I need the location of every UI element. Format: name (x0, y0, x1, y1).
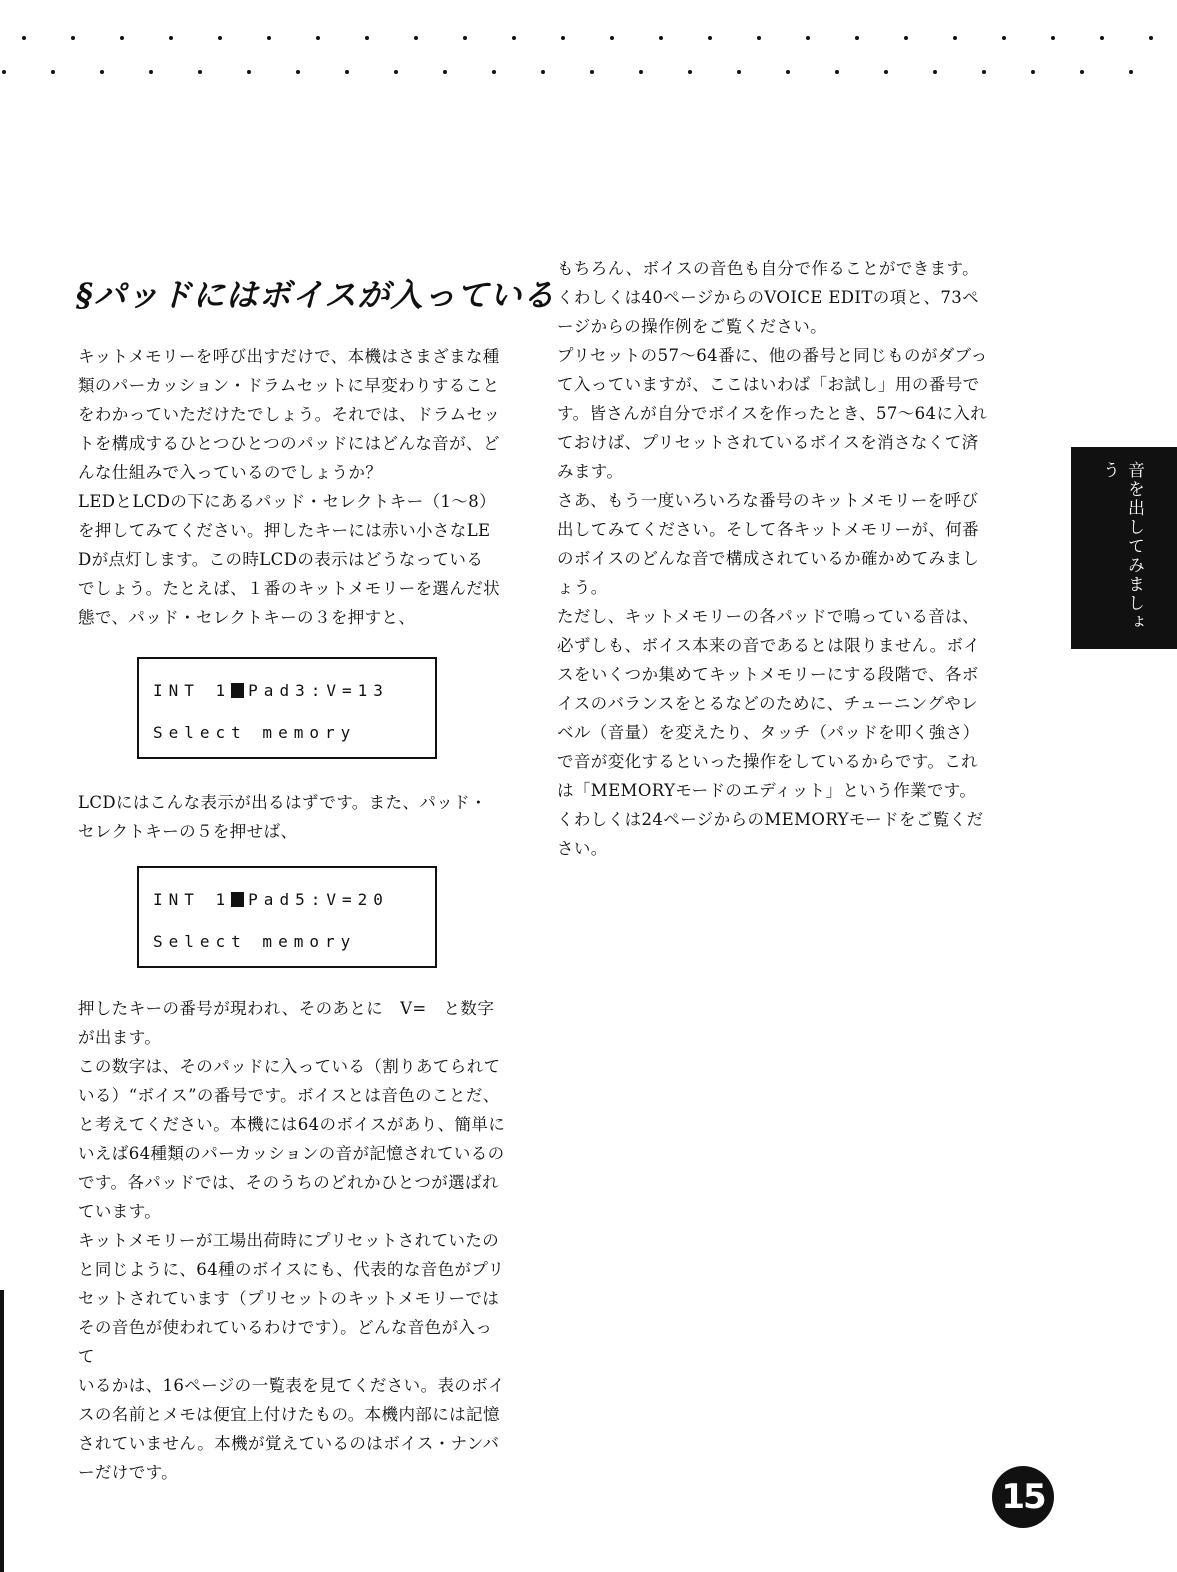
decorative-dot (1100, 36, 1104, 40)
decorative-dot (2, 70, 6, 74)
decorative-dot (953, 36, 957, 40)
decorative-dot (1129, 70, 1133, 74)
lcd-cursor-block (231, 683, 244, 698)
decorative-dot (1002, 36, 1006, 40)
decorative-dot (904, 36, 908, 40)
decorative-dot (855, 36, 859, 40)
section-heading: §パッドにはボイスが入っている (76, 276, 556, 314)
right-paragraph-4: ただし、キットメモリーの各パッドで鳴っている音は、 必ずしも、ボイス本来の音であるとは限りません。ボイ スをいくつか集めてキットメモリーにする段階で、各ボ イスのバランスをとるなどのために、チューニングやレ ベル（音量）を変えたり、タッチ（パッドを叩く強さ） で音が変化するといった操作をしているからです。これ は「MEMORYモードのエディット」という作業です。 くわしくは24ページからのMEMORYモードをご覧くだ さい。 (557, 607, 984, 858)
decorative-dot (639, 70, 643, 74)
decorative-dot (267, 36, 271, 40)
right-column (557, 254, 989, 863)
dotted-border-top (0, 36, 1177, 42)
left-paragraph-2: LEDとLCDの下にあるパッド・セレクトキー（1～8） を押してみてください。押したキーには赤い小さなLE Dが点灯します。この時LCDの表示はどうなっている でしょう。たとえば、１番のキットメモリーを選んだ状 態で、パッド・セレクトキーの３を押すと、 (78, 492, 501, 627)
decorative-dot (610, 36, 614, 40)
decorative-dot (806, 36, 810, 40)
lcd-display-pad3: INT 1 Pad3:V=13 Select memory (137, 657, 437, 759)
right-paragraph-1: もちろん、ボイスの音色も自分で作ることができます。 くわしくは40ページからのVOICE EDITの項と、73ペ ージからの操作例をご覧ください。 (557, 259, 980, 336)
right-paragraph-3: さあ、もう一度いろいろな番号のキットメモリーを呼び 出してみてください。そして各キットメモリーが、何番 のボイスのどんな音で構成されているか確かめてみまし ょう。 (557, 491, 980, 597)
decorative-dot (1080, 70, 1084, 74)
decorative-dot (100, 70, 104, 74)
left-paragraph-3: LCDにはこんな表示が出るはずです。また、パッド・ セレクトキーの５を押せば、 (78, 793, 487, 841)
lcd-display-pad5: INT 1 Pad5:V=20 Select memory (137, 866, 437, 968)
decorative-dot (492, 70, 496, 74)
decorative-dot (218, 36, 222, 40)
decorative-dot (71, 36, 75, 40)
decorative-dot (708, 36, 712, 40)
decorative-dot (933, 70, 937, 74)
left-column-lower (78, 994, 506, 1487)
left-column-middle (78, 788, 506, 846)
decorative-dot (22, 36, 26, 40)
decorative-dot (786, 70, 790, 74)
decorative-dot (659, 36, 663, 40)
decorative-dot (394, 70, 398, 74)
decorative-dot (737, 70, 741, 74)
decorative-dot (982, 70, 986, 74)
left-paragraph-4: 押したキーの番号が現われ、そのあとに V= と数字 が出ます。 (78, 999, 495, 1047)
decorative-dot (688, 70, 692, 74)
right-paragraph-2: プリセットの57～64番に、他の番号と同じものがダブっ て入っていますが、ここはいわば「お試し」用の番号で す。皆さんが自分でボイスを作ったとき、57～64に入れ ておけば、プリセットされているボイスを消さなくて済 みます。 (557, 346, 988, 481)
decorative-dot (561, 36, 565, 40)
decorative-dot (51, 70, 55, 74)
decorative-dot (198, 70, 202, 74)
lcd-cursor-block (231, 892, 244, 907)
chapter-side-tab (1071, 447, 1177, 649)
decorative-dot (512, 36, 516, 40)
decorative-dot (835, 70, 839, 74)
left-paragraph-1: キットメモリーを呼び出すだけで、本機はさまざまな種 類のパーカッション・ドラムセットに早変わりすること をわかっていただけたでしょう。それでは、ドラムセッ トを構成するひとつひとつのパッドにはどんな音が、ど んな仕組みで入っているのでしょうか？ (78, 347, 501, 482)
decorative-dot (757, 36, 761, 40)
decorative-dot (1051, 36, 1055, 40)
decorative-dot (345, 70, 349, 74)
decorative-dot (296, 70, 300, 74)
decorative-dot (247, 70, 251, 74)
decorative-dot (541, 70, 545, 74)
page-number: 15 (992, 1466, 1054, 1528)
left-column (78, 342, 506, 632)
left-paragraph-5: この数字は、そのパッドに入っている（割りあてられて いる）“ボイス”の番号です。ボイスとは音色のことだ、 と考えてください。本機には64のボイスがあり、簡単に いえば64種類のパーカッションの音が記憶されているの です。各パッドでは、そのうちのどれかひとつが選ばれ ています。 (78, 1057, 506, 1221)
decorative-dot (149, 70, 153, 74)
dotted-border-second (0, 70, 1177, 76)
decorative-dot (590, 70, 594, 74)
chapter-side-tab-label: 音を出してみましょう (1099, 461, 1144, 632)
page-edge-line (0, 1290, 4, 1572)
decorative-dot (1149, 36, 1153, 40)
decorative-dot (365, 36, 369, 40)
decorative-dot (120, 36, 124, 40)
left-paragraph-6: キットメモリーが工場出荷時にプリセットされていたの と同じように、64種のボイスにも、代表的な音色がプリ セットされています（プリセットのキットメモリーでは その音色が使われているわけです）。どんな音色が入って いるかは、16ページの一覧表を見てください。表のボイ スの名前とメモは便宜上付けたもの。本機内部には記憶 されていません。本機が覚えているのはボイス・ナンバ ーだけです。 (78, 1231, 506, 1482)
decorative-dot (316, 36, 320, 40)
decorative-dot (463, 36, 467, 40)
decorative-dot (443, 70, 447, 74)
decorative-dot (1031, 70, 1035, 74)
decorative-dot (884, 70, 888, 74)
decorative-dot (169, 36, 173, 40)
decorative-dot (414, 36, 418, 40)
